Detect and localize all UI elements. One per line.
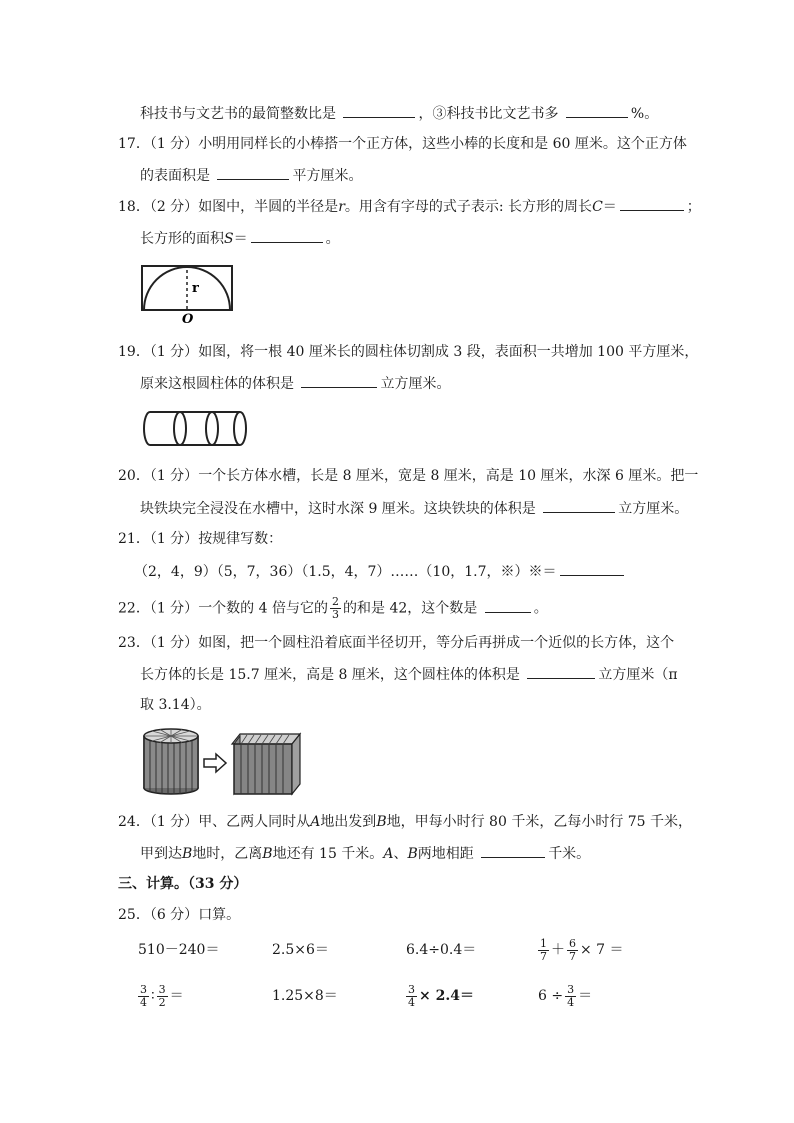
q17-number: 17． — [118, 136, 150, 152]
q18-var-s: S — [224, 231, 234, 247]
expr-8-f-num: 3 — [567, 982, 575, 996]
q19-text-2b: 立方厘米。 — [380, 376, 451, 392]
expr-5-f2-num: 3 — [158, 982, 166, 996]
q18-eq-1: ＝ — [602, 199, 617, 215]
q21-score: （1 分） — [149, 531, 199, 547]
q22-line — [118, 596, 548, 621]
q24-var-b-1: B — [376, 814, 387, 830]
cut-ellipse-1 — [174, 412, 186, 445]
q17-text: 小明用同样长的小棒搭一个正方体，这些小棒的长度和是 60 厘米。这个正方体 — [198, 136, 687, 152]
q22-text-c: 。 — [533, 600, 548, 617]
expr-4-f1-den: 7 — [540, 949, 547, 963]
expr-4-tail: × 7 ＝ — [580, 942, 624, 958]
q19-line2 — [140, 373, 450, 394]
expr-4 — [536, 936, 624, 964]
expr-5-frac-1 — [138, 984, 149, 1009]
q23-text-3: 取 3.14）。 — [140, 697, 211, 713]
q18-text-1a: 如图中，半圆的半径是 — [198, 199, 339, 215]
q18-score: （2 分） — [149, 199, 199, 215]
q18-blank-perimeter[interactable] — [620, 196, 684, 211]
q24-var-b-4: B — [407, 846, 418, 862]
q20-score: （1 分） — [149, 468, 199, 484]
q24-text-1b: 地出发到 — [320, 814, 377, 830]
q18-text-2a: 长方形的面积 — [140, 231, 224, 247]
expr-5-f1-num: 3 — [140, 982, 147, 996]
q23-text-2b: 立方厘米（π — [598, 667, 678, 683]
expr-8-frac — [565, 984, 576, 1009]
q19-blank[interactable] — [301, 373, 377, 388]
expr-5-tail: ＝ — [169, 988, 184, 1004]
q22-score: （1 分） — [149, 600, 199, 617]
q22-blank[interactable] — [485, 598, 531, 613]
q20-text-2b: 立方厘米。 — [618, 501, 689, 517]
q24-text-1c: 地，甲每小时行 80 千米，乙每小时行 75 千米， — [386, 814, 693, 830]
expr-7-frac — [406, 984, 417, 1009]
expr-4-f2-num: 6 — [569, 936, 576, 950]
q24-line2 — [140, 843, 590, 864]
q24-text-1a: 甲、乙两人同时从 — [198, 814, 311, 830]
q18-line2 — [140, 228, 340, 249]
q17-score: （1 分） — [149, 136, 199, 152]
q21-number: 21． — [118, 531, 150, 547]
expr-5-f1-den: 4 — [140, 995, 147, 1009]
q24-text-2a: 甲到达 — [140, 846, 182, 862]
q21-line1 — [118, 529, 282, 549]
q22-text-b: 的和是 42，这个数是 — [343, 600, 478, 617]
q21-blank[interactable] — [560, 561, 624, 576]
expr-4-frac-2 — [567, 938, 578, 963]
q16-text-a: 科技书与文艺书的最简整数比是 — [140, 106, 336, 122]
q19-line1 — [118, 342, 698, 362]
q21-sequence: （2，4，9）（5，7，36）（1.5，4，7）……（10，1.7，※）※＝ — [134, 564, 557, 580]
expr-4-frac-1 — [538, 938, 549, 963]
q18-text-1b: 。用含有字母的式子表示: 长方形的周长 — [344, 199, 593, 215]
q18-semicircle-figure — [138, 262, 238, 324]
q20-line1 — [118, 466, 698, 486]
expr-5-f2-den: 2 — [158, 995, 166, 1009]
q22-fraction — [330, 596, 341, 621]
cut-ellipse-2 — [206, 412, 218, 445]
q20-line2 — [140, 498, 688, 519]
q17-line1 — [118, 134, 687, 154]
q25-title: 口算。 — [198, 907, 241, 923]
expr-4-f2-den: 7 — [569, 949, 576, 963]
expr-8-f-den: 4 — [567, 995, 575, 1009]
expr-8-head: 6 ÷ — [538, 988, 564, 1004]
expr-7 — [404, 982, 474, 1010]
q25-header — [118, 905, 240, 925]
q20-blank[interactable] — [543, 498, 615, 513]
q24-var-b-3: B — [262, 846, 273, 862]
expr-7-f-num: 3 — [408, 982, 415, 996]
q17-line2 — [140, 165, 362, 186]
arrow-right-icon — [204, 754, 226, 772]
q19-cylinder-figure — [140, 410, 252, 448]
q24-var-b-2: B — [182, 846, 193, 862]
q23-number: 23． — [118, 635, 150, 651]
q20-number: 20． — [118, 468, 150, 484]
q20-text: 一个长方体水槽，长是 8 厘米，宽是 8 厘米，高是 10 厘米，水深 6 厘米。把一 — [198, 468, 699, 484]
q16-blank-1[interactable] — [343, 103, 415, 118]
expr-5 — [136, 982, 184, 1010]
q17-blank[interactable] — [217, 165, 289, 180]
end-ellipse — [234, 412, 246, 445]
expr-8-tail: ＝ — [578, 988, 593, 1004]
q23-line1 — [118, 633, 674, 653]
q19-text-2a: 原来这根圆柱体的体积是 — [140, 376, 294, 392]
expr-7-f-den: 4 — [408, 995, 415, 1009]
q25-number: 25． — [118, 907, 150, 923]
q23-cylinder-rearrange-figure — [140, 726, 308, 796]
q16-blank-2[interactable] — [566, 103, 628, 118]
q21-line2 — [134, 561, 627, 582]
q17-text-2a: 的表面积是 — [140, 168, 210, 184]
expr-7-tail: × 2.4＝ — [419, 988, 474, 1004]
expr-8 — [538, 982, 592, 1010]
expr-2: 2.5×6＝ — [272, 942, 329, 958]
q16-text-b: ，③科技书比文艺书多 — [418, 106, 559, 122]
q21-text: 按规律写数： — [198, 531, 283, 547]
q24-blank[interactable] — [481, 843, 545, 858]
expr-5-frac-2 — [157, 984, 168, 1009]
q23-blank[interactable] — [527, 664, 595, 679]
q23-line3 — [140, 695, 211, 715]
expr-4-plus: ＋ — [551, 942, 565, 958]
q17-text-2b: 平方厘米。 — [292, 168, 363, 184]
q18-eq-2: ＝ — [233, 231, 248, 247]
q24-var-a-2: A — [383, 846, 394, 862]
q18-number: 18． — [118, 199, 150, 215]
q24-text-2c: 地还有 15 千米。 — [272, 846, 384, 862]
q16-text-c: %。 — [630, 106, 659, 122]
expr-6: 1.25×8＝ — [272, 988, 338, 1004]
q24-var-a-1: A — [310, 814, 321, 830]
q22-frac-den: 3 — [332, 608, 339, 621]
q25-score: （6 分） — [149, 907, 199, 923]
q18-line1 — [118, 196, 701, 217]
q18-period: 。 — [325, 231, 340, 247]
q23-line2 — [140, 664, 678, 685]
q23-text: 如图，把一个圆柱沿着底面半径切开，等分后再拼成一个近似的长方体，这个 — [198, 635, 675, 651]
q22-text-a: 一个数的 4 倍与它的 — [198, 600, 328, 617]
q19-score: （1 分） — [149, 344, 199, 360]
q19-text: 如图，将一根 40 厘米长的圆柱体切割成 3 段，表面积一共增加 100 平方厘米， — [198, 344, 699, 360]
q22-number: 22． — [118, 600, 150, 617]
q18-semicolon: ； — [686, 199, 701, 215]
expr-3: 6.4÷0.4＝ — [406, 942, 477, 958]
q24-text-2d: 、 — [393, 846, 408, 862]
expr-5-colon: ∶ — [151, 988, 155, 1004]
q22-frac-num: 2 — [332, 595, 339, 608]
expr-4-f1-num: 1 — [540, 936, 547, 950]
q18-blank-area[interactable] — [251, 228, 323, 243]
q19-number: 19． — [118, 344, 150, 360]
q24-text-2e: 两地相距 — [417, 846, 474, 862]
q24-text-2f: 千米。 — [548, 846, 591, 862]
q23-text-2a: 长方体的长是 15.7 厘米，高是 8 厘米，这个圆柱体的体积是 — [140, 667, 520, 683]
section-3-title: 三、计算。（33 分） — [118, 876, 248, 892]
q16-continuation — [140, 103, 658, 124]
q24-score: （1 分） — [149, 814, 199, 830]
label-r: r — [192, 281, 199, 296]
label-o: O — [182, 312, 194, 324]
q20-text-2a: 块铁块完全浸没在水槽中，这时水深 9 厘米。这块铁块的体积是 — [140, 501, 536, 517]
q24-number: 24． — [118, 814, 150, 830]
expr-1: 510－240＝ — [138, 942, 220, 958]
q24-line1 — [118, 812, 692, 832]
q24-text-2b: 地时，乙离 — [192, 846, 263, 862]
q18-var-c: C — [592, 199, 603, 215]
q23-score: （1 分） — [149, 635, 199, 651]
q18-var-r: r — [338, 199, 345, 215]
